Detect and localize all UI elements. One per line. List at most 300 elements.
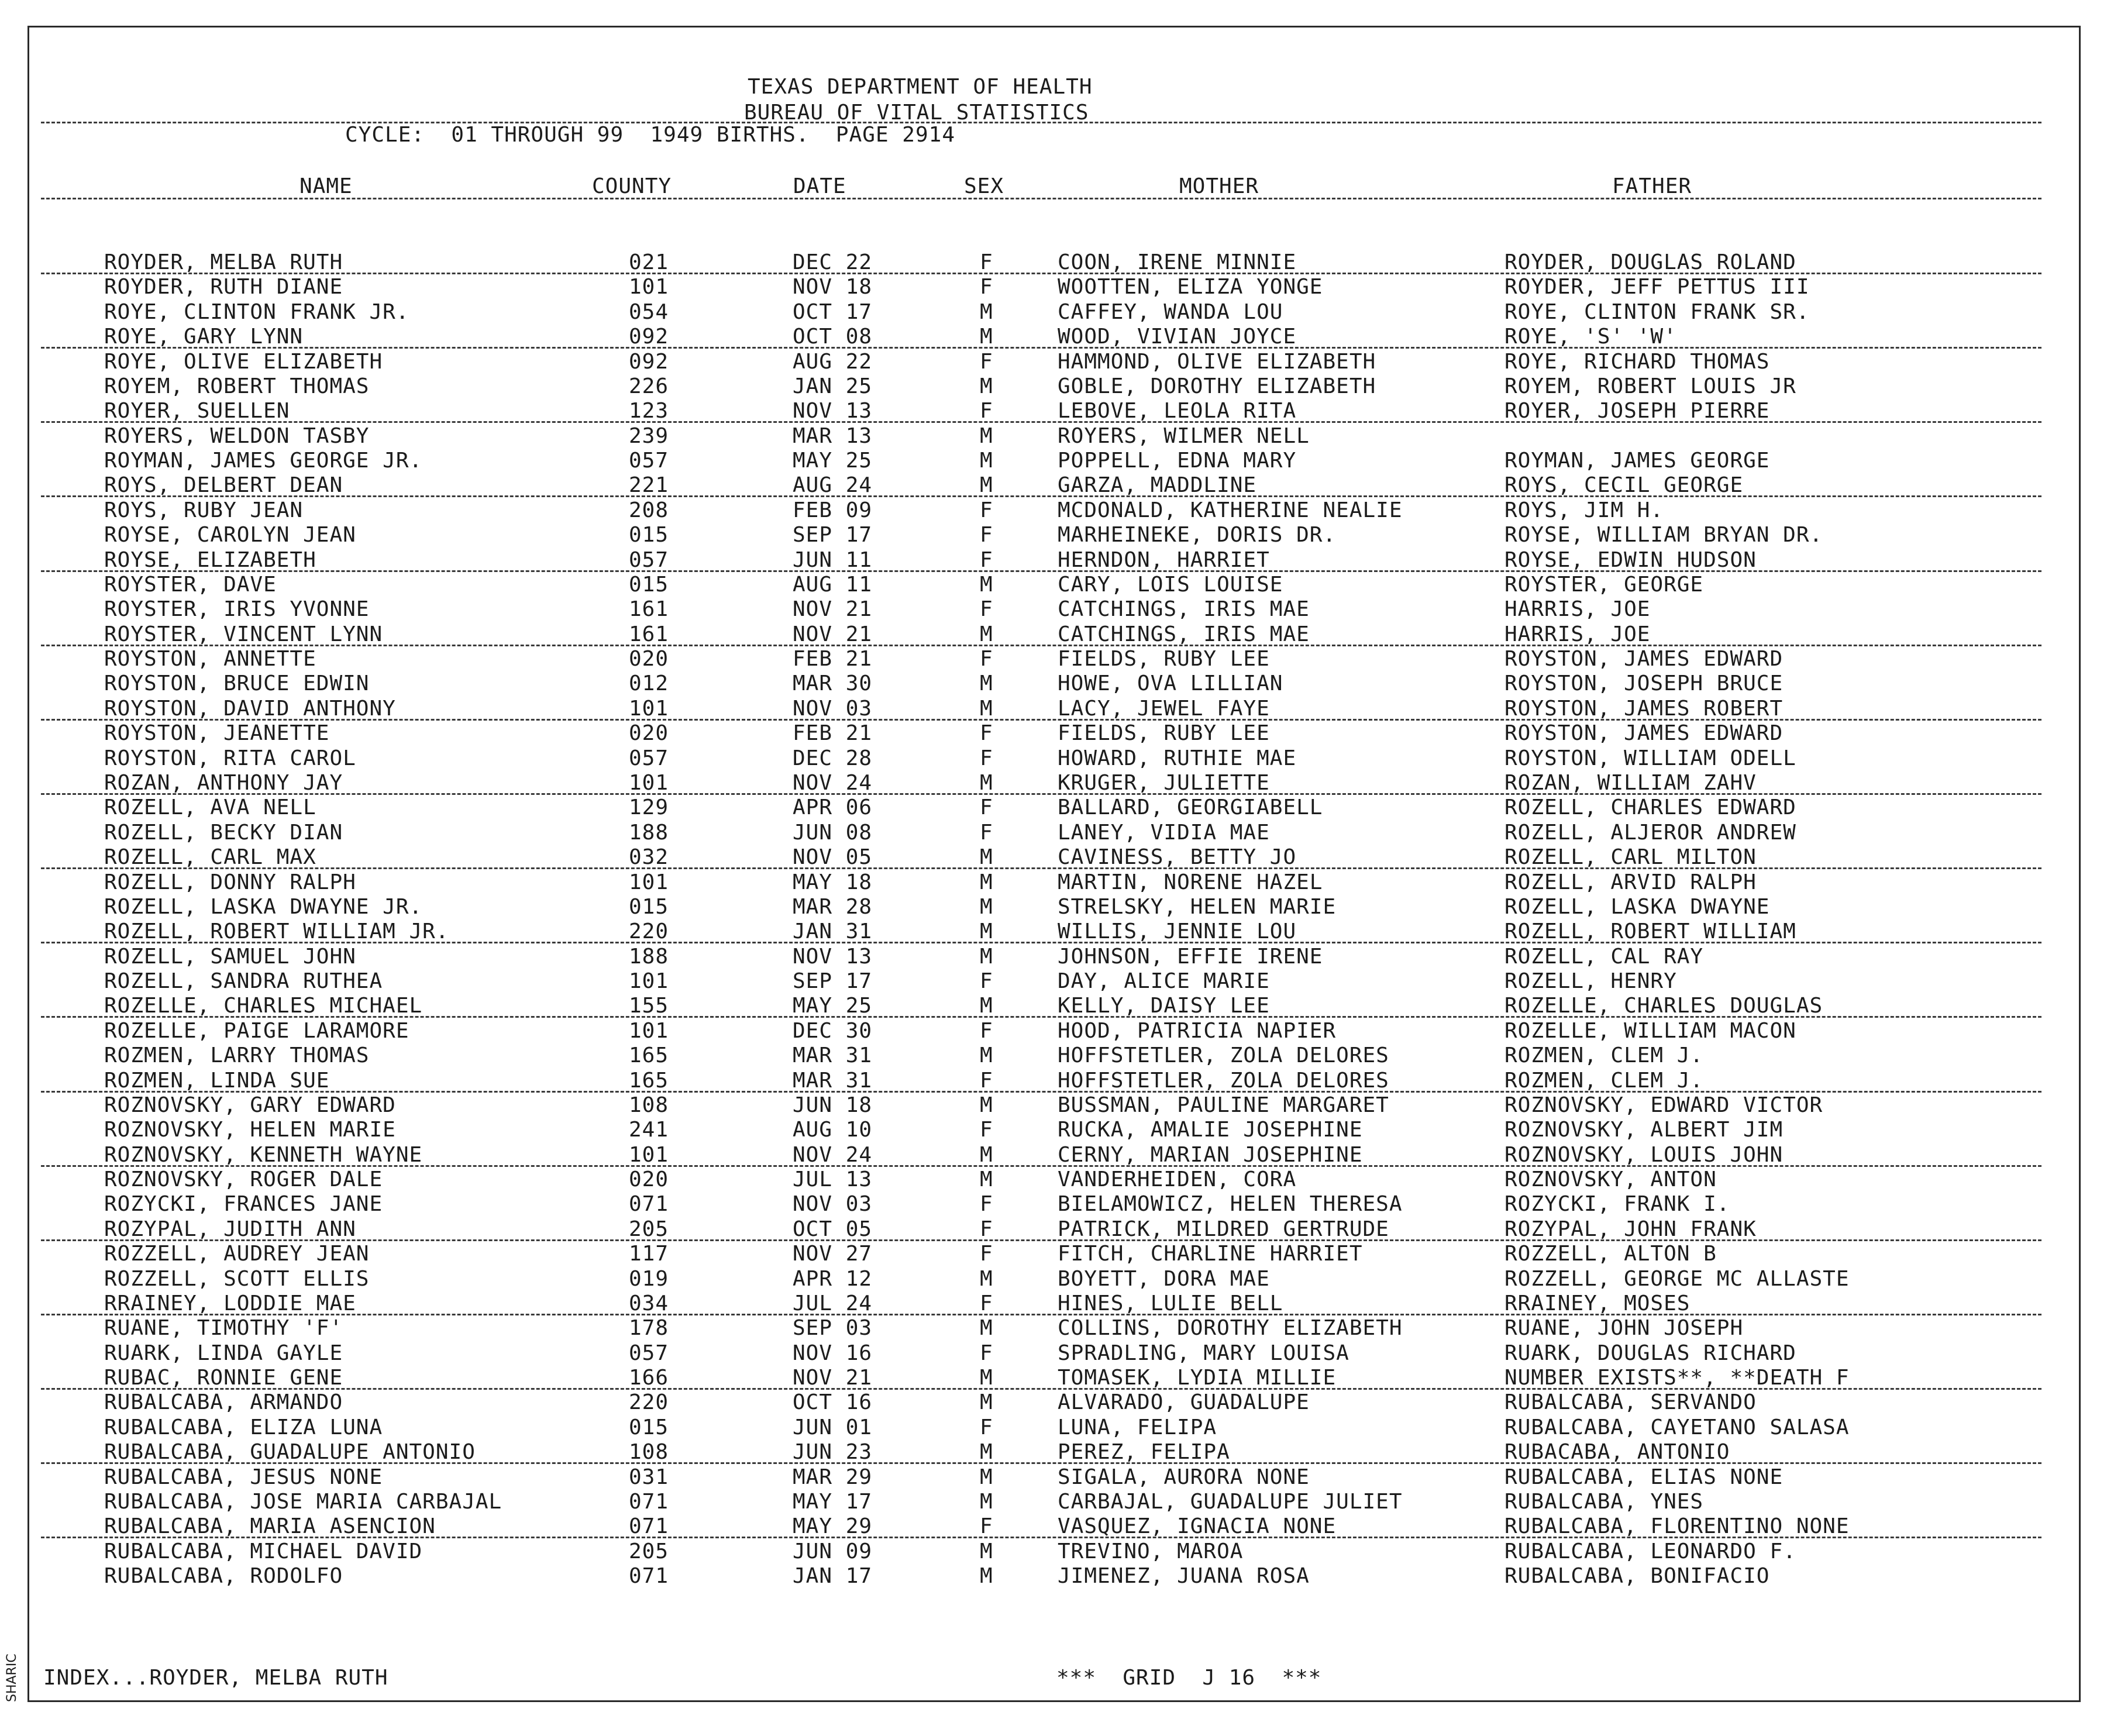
record-mother: FIELDS, RUBY LEE <box>1058 721 1270 745</box>
record-county: 221 <box>629 473 669 497</box>
record-father: ROYSTER, GEORGE <box>1504 573 1704 597</box>
record-father: RUBALCABA, BONIFACIO <box>1504 1564 1770 1588</box>
record-mother: COLLINS, DOROTHY ELIZABETH <box>1058 1316 1403 1340</box>
record-father: ROZNOVSKY, LOUIS JOHN <box>1504 1143 1784 1167</box>
record-sex: M <box>980 473 993 497</box>
record-sex: M <box>980 870 993 894</box>
record-sex: M <box>980 622 993 646</box>
table-row <box>0 1564 2107 1589</box>
record-date: NOV 24 <box>793 1143 873 1167</box>
record-sex: F <box>980 523 993 547</box>
record-sex: M <box>980 771 993 795</box>
record-sex: M <box>980 1366 993 1390</box>
record-county: 220 <box>629 919 669 943</box>
row-group-divider <box>41 495 2041 497</box>
record-county: 015 <box>629 1415 669 1439</box>
record-name: ROYERS, WELDON TASBY <box>104 424 370 448</box>
record-mother: DAY, ALICE MARIE <box>1058 969 1270 993</box>
record-mother: LUNA, FELIPA <box>1058 1415 1217 1439</box>
record-mother: BALLARD, GEORGIABELL <box>1058 795 1323 819</box>
record-mother: HOOD, PATRICIA NAPIER <box>1058 1019 1337 1043</box>
record-name: RUBALCABA, JESUS NONE <box>104 1465 383 1489</box>
record-sex: F <box>980 1415 993 1439</box>
record-county: 108 <box>629 1440 669 1464</box>
table-row <box>0 622 2107 647</box>
record-name: ROYE, CLINTON FRANK JR. <box>104 300 409 324</box>
record-father: ROYSTON, WILLIAM ODELL <box>1504 746 1796 770</box>
record-father: RRAINEY, MOSES <box>1504 1291 1691 1315</box>
record-county: 034 <box>629 1291 669 1315</box>
record-date: MAR 31 <box>793 1069 873 1093</box>
table-row <box>0 1440 2107 1465</box>
table-row <box>0 1069 2107 1093</box>
record-sex: M <box>980 1440 993 1464</box>
record-date: DEC 30 <box>793 1019 873 1043</box>
record-name: ROZNOVSKY, HELEN MARIE <box>104 1118 396 1142</box>
record-sex: F <box>980 721 993 745</box>
table-row <box>0 1217 2107 1242</box>
record-father: ROZELL, HENRY <box>1504 969 1677 993</box>
record-name: ROZZELL, SCOTT ELLIS <box>104 1267 370 1291</box>
record-sex: F <box>980 350 993 374</box>
table-row <box>0 721 2107 746</box>
record-county: 032 <box>629 845 669 869</box>
record-date: MAR 28 <box>793 895 873 919</box>
record-date: MAY 17 <box>793 1490 873 1514</box>
record-father: ROYSE, WILLIAM BRYAN DR. <box>1504 523 1823 547</box>
record-mother: BOYETT, DORA MAE <box>1058 1267 1270 1291</box>
header-divider <box>41 122 2041 123</box>
record-sex: F <box>980 548 993 572</box>
record-name: ROYSE, CAROLYN JEAN <box>104 523 356 547</box>
record-date: MAY 25 <box>793 449 873 473</box>
record-date: OCT 17 <box>793 300 873 324</box>
record-date: AUG 22 <box>793 350 873 374</box>
record-father: ROYS, CECIL GEORGE <box>1504 473 1744 497</box>
record-name: ROZELL, BECKY DIAN <box>104 821 343 845</box>
record-sex: M <box>980 919 993 943</box>
record-sex: F <box>980 969 993 993</box>
record-county: 092 <box>629 350 669 374</box>
row-group-divider <box>41 273 2041 274</box>
table-row <box>0 771 2107 795</box>
footer-index: INDEX...ROYDER, MELBA RUTH <box>43 1666 388 1690</box>
record-name: ROZYPAL, JUDITH ANN <box>104 1217 356 1241</box>
table-row <box>0 1539 2107 1564</box>
record-mother: ALVARADO, GUADALUPE <box>1058 1390 1310 1414</box>
record-mother: WOOD, VIVIAN JOYCE <box>1058 325 1297 349</box>
record-sex: M <box>980 573 993 597</box>
record-county: 239 <box>629 424 669 448</box>
record-father: ROYDER, DOUGLAS ROLAND <box>1504 250 1796 274</box>
record-father: HARRIS, JOE <box>1504 597 1651 621</box>
record-date: NOV 03 <box>793 697 873 721</box>
row-group-divider <box>41 1537 2041 1538</box>
record-name: RRAINEY, LODDIE MAE <box>104 1291 356 1315</box>
record-name: RUBALCABA, JOSE MARIA CARBAJAL <box>104 1490 502 1514</box>
record-name: ROZELL, CARL MAX <box>104 845 316 869</box>
table-row <box>0 1465 2107 1490</box>
record-county: 241 <box>629 1118 669 1142</box>
record-name: ROZYCKI, FRANCES JANE <box>104 1192 383 1216</box>
table-row <box>0 1043 2107 1068</box>
record-mother: RUCKA, AMALIE JOSEPHINE <box>1058 1118 1363 1142</box>
record-name: ROYMAN, JAMES GEORGE JR. <box>104 449 423 473</box>
record-name: ROYSTER, DAVE <box>104 573 277 597</box>
record-mother: PATRICK, MILDRED GERTRUDE <box>1058 1217 1389 1241</box>
record-county: 188 <box>629 945 669 969</box>
record-father: ROZNOVSKY, ALBERT JIM <box>1504 1118 1784 1142</box>
record-date: AUG 10 <box>793 1118 873 1142</box>
side-label-text: SHARIC <box>5 1654 19 1702</box>
record-father: ROYE, 'S' 'W' <box>1504 325 1677 349</box>
record-date: NOV 27 <box>793 1242 873 1266</box>
record-sex: M <box>980 424 993 448</box>
record-sex: F <box>980 821 993 845</box>
record-father: ROYEM, ROBERT LOUIS JR <box>1504 374 1796 398</box>
record-name: ROYS, DELBERT DEAN <box>104 473 343 497</box>
record-county: 021 <box>629 250 669 274</box>
record-sex: F <box>980 275 993 299</box>
record-sex: M <box>980 1564 993 1588</box>
record-sex: F <box>980 597 993 621</box>
record-mother: VASQUEZ, IGNACIA NONE <box>1058 1514 1337 1538</box>
record-father: ROZAN, WILLIAM ZAHV <box>1504 771 1757 795</box>
table-row <box>0 473 2107 498</box>
record-mother: FIELDS, RUBY LEE <box>1058 647 1270 671</box>
record-father: ROYE, RICHARD THOMAS <box>1504 350 1770 374</box>
record-sex: M <box>980 449 993 473</box>
record-date: MAR 29 <box>793 1465 873 1489</box>
table-row <box>0 1291 2107 1316</box>
record-county: 092 <box>629 325 669 349</box>
table-row <box>0 449 2107 473</box>
record-name: ROYSTER, VINCENT LYNN <box>104 622 383 646</box>
record-sex: F <box>980 1341 993 1365</box>
table-row <box>0 1415 2107 1440</box>
row-group-divider <box>41 1016 2041 1018</box>
record-father: ROYSTON, JOSEPH BRUCE <box>1504 671 1784 695</box>
record-date: OCT 08 <box>793 325 873 349</box>
record-father: ROZZELL, GEORGE MC ALLASTE <box>1504 1267 1850 1291</box>
record-mother: SIGALA, AURORA NONE <box>1058 1465 1310 1489</box>
record-name: ROZMEN, LARRY THOMAS <box>104 1043 370 1067</box>
table-row <box>0 325 2107 349</box>
record-sex: F <box>980 1019 993 1043</box>
record-date: MAR 30 <box>793 671 873 695</box>
record-date: MAR 31 <box>793 1043 873 1067</box>
record-date: NOV 24 <box>793 771 873 795</box>
table-row <box>0 895 2107 919</box>
record-county: 071 <box>629 1192 669 1216</box>
record-name: ROYSTON, JEANETTE <box>104 721 330 745</box>
record-date: NOV 16 <box>793 1341 873 1365</box>
record-county: 205 <box>629 1539 669 1563</box>
row-group-divider <box>41 421 2041 423</box>
record-name: ROZELLE, PAIGE LARAMORE <box>104 1019 409 1043</box>
record-date: JUN 18 <box>793 1093 873 1117</box>
table-row <box>0 746 2107 771</box>
record-name: RUBALCABA, MARIA ASENCION <box>104 1514 436 1538</box>
row-group-divider <box>41 1388 2041 1390</box>
record-name: ROZMEN, LINDA SUE <box>104 1069 330 1093</box>
record-name: ROYS, RUBY JEAN <box>104 498 304 522</box>
record-date: MAY 29 <box>793 1514 873 1538</box>
record-mother: LEBOVE, LEOLA RITA <box>1058 399 1297 423</box>
table-row <box>0 1514 2107 1539</box>
record-father: ROZELL, ROBERT WILLIAM <box>1504 919 1796 943</box>
record-county: 020 <box>629 1167 669 1191</box>
record-county: 165 <box>629 1043 669 1067</box>
table-row <box>0 1341 2107 1366</box>
table-row <box>0 1267 2107 1291</box>
record-mother: WILLIS, JENNIE LOU <box>1058 919 1297 943</box>
record-date: OCT 16 <box>793 1390 873 1414</box>
table-row <box>0 671 2107 696</box>
record-mother: POPPELL, EDNA MARY <box>1058 449 1297 473</box>
record-name: ROYER, SUELLEN <box>104 399 290 423</box>
record-name: ROYSTON, ANNETTE <box>104 647 316 671</box>
record-name: ROYSTON, DAVID ANTHONY <box>104 697 396 721</box>
table-row <box>0 795 2107 820</box>
table-row <box>0 1093 2107 1118</box>
record-date: NOV 03 <box>793 1192 873 1216</box>
table-row <box>0 1242 2107 1266</box>
record-county: 101 <box>629 1143 669 1167</box>
record-mother: HINES, LULIE BELL <box>1058 1291 1283 1315</box>
record-date: JAN 17 <box>793 1564 873 1588</box>
record-name: ROZAN, ANTHONY JAY <box>104 771 343 795</box>
column-headers <box>0 174 2107 199</box>
record-father: HARRIS, JOE <box>1504 622 1651 646</box>
record-county: 161 <box>629 622 669 646</box>
record-date: APR 12 <box>793 1267 873 1291</box>
record-name: ROZZELL, AUDREY JEAN <box>104 1242 370 1266</box>
record-mother: TREVINO, MAROA <box>1058 1539 1244 1563</box>
record-mother: CAFFEY, WANDA LOU <box>1058 300 1283 324</box>
record-sex: F <box>980 1069 993 1093</box>
record-name: ROZNOVSKY, ROGER DALE <box>104 1167 383 1191</box>
record-date: JUN 01 <box>793 1415 873 1439</box>
record-father: ROYSTON, JAMES EDWARD <box>1504 647 1784 671</box>
record-name: RUARK, LINDA GAYLE <box>104 1341 343 1365</box>
record-father: ROYS, JIM H. <box>1504 498 1664 522</box>
record-father: ROZYPAL, JOHN FRANK <box>1504 1217 1757 1241</box>
col-sex: SEX <box>964 174 1004 198</box>
record-mother: MARTIN, NORENE HAZEL <box>1058 870 1323 894</box>
row-group-divider <box>41 645 2041 646</box>
record-sex: F <box>980 1192 993 1216</box>
record-sex: F <box>980 1514 993 1538</box>
record-father: ROYER, JOSEPH PIERRE <box>1504 399 1770 423</box>
record-father: RUBACABA, ANTONIO <box>1504 1440 1730 1464</box>
table-row <box>0 300 2107 325</box>
record-name: RUBALCABA, GUADALUPE ANTONIO <box>104 1440 476 1464</box>
header-line1: TEXAS DEPARTMENT OF HEALTH <box>748 75 1093 99</box>
table-row <box>0 573 2107 597</box>
record-mother: CAVINESS, BETTY JO <box>1058 845 1297 869</box>
record-mother: KRUGER, JULIETTE <box>1058 771 1270 795</box>
record-sex: F <box>980 1118 993 1142</box>
header-line2: BUREAU OF VITAL STATISTICS <box>744 101 1089 125</box>
record-date: FEB 21 <box>793 647 873 671</box>
table-row <box>0 250 2107 275</box>
record-county: 071 <box>629 1490 669 1514</box>
record-father: ROZNOVSKY, EDWARD VICTOR <box>1504 1093 1823 1117</box>
record-county: 165 <box>629 1069 669 1093</box>
record-county: 101 <box>629 1019 669 1043</box>
record-mother: HOWE, OVA LILLIAN <box>1058 671 1283 695</box>
header-cycle: CYCLE: 01 THROUGH 99 1949 BIRTHS. PAGE 2914 <box>345 123 955 147</box>
record-county: 178 <box>629 1316 669 1340</box>
record-mother: FITCH, CHARLINE HARRIET <box>1058 1242 1363 1266</box>
record-sex: M <box>980 845 993 869</box>
record-father: ROYE, CLINTON FRANK SR. <box>1504 300 1810 324</box>
record-mother: HERNDON, HARRIET <box>1058 548 1270 572</box>
record-county: 020 <box>629 647 669 671</box>
record-name: ROZELLE, CHARLES MICHAEL <box>104 994 423 1018</box>
record-father: ROZELL, CARL MILTON <box>1504 845 1757 869</box>
record-name: ROZNOVSKY, GARY EDWARD <box>104 1093 396 1117</box>
table-row <box>0 350 2107 374</box>
record-date: NOV 21 <box>793 1366 873 1390</box>
record-father: RUBALCABA, SERVANDO <box>1504 1390 1757 1414</box>
record-name: RUBALCABA, RODOLFO <box>104 1564 343 1588</box>
table-row <box>0 1390 2107 1415</box>
record-name: ROYSTON, BRUCE EDWIN <box>104 671 370 695</box>
record-sex: M <box>980 1143 993 1167</box>
col-date: DATE <box>793 174 846 198</box>
record-sex: F <box>980 1291 993 1315</box>
record-mother: SPRADLING, MARY LOUISA <box>1058 1341 1349 1365</box>
record-name: ROZELL, SANDRA RUTHEA <box>104 969 383 993</box>
record-county: 226 <box>629 374 669 398</box>
record-county: 019 <box>629 1267 669 1291</box>
record-father: ROZELL, CAL RAY <box>1504 945 1704 969</box>
record-sex: M <box>980 1167 993 1191</box>
record-sex: F <box>980 746 993 770</box>
record-mother: STRELSKY, HELEN MARIE <box>1058 895 1337 919</box>
table-row <box>0 1490 2107 1514</box>
record-county: 054 <box>629 300 669 324</box>
table-row <box>0 870 2107 895</box>
record-name: RUBALCABA, ELIZA LUNA <box>104 1415 383 1439</box>
record-date: SEP 03 <box>793 1316 873 1340</box>
table-row <box>0 1192 2107 1217</box>
record-date: NOV 13 <box>793 399 873 423</box>
record-date: JUL 13 <box>793 1167 873 1191</box>
record-mother: COON, IRENE MINNIE <box>1058 250 1297 274</box>
record-sex: M <box>980 671 993 695</box>
record-county: 123 <box>629 399 669 423</box>
record-county: 208 <box>629 498 669 522</box>
record-date: JUN 09 <box>793 1539 873 1563</box>
record-county: 108 <box>629 1093 669 1117</box>
record-father: ROZMEN, CLEM J. <box>1504 1043 1704 1067</box>
record-county: 220 <box>629 1390 669 1414</box>
record-date: SEP 17 <box>793 523 873 547</box>
record-county: 155 <box>629 994 669 1018</box>
record-date: APR 06 <box>793 795 873 819</box>
record-sex: M <box>980 994 993 1018</box>
table-row <box>0 275 2107 299</box>
record-county: 161 <box>629 597 669 621</box>
record-date: JUN 08 <box>793 821 873 845</box>
footer-grid: *** GRID J 16 *** <box>1056 1666 1322 1690</box>
record-name: ROZELL, ROBERT WILLIAM JR. <box>104 919 449 943</box>
record-father: ROYDER, JEFF PETTUS III <box>1504 275 1810 299</box>
table-row <box>0 424 2107 449</box>
record-date: NOV 18 <box>793 275 873 299</box>
table-row <box>0 548 2107 573</box>
record-father: ROZNOVSKY, ANTON <box>1504 1167 1717 1191</box>
record-sex: M <box>980 300 993 324</box>
record-date: JUN 11 <box>793 548 873 572</box>
record-mother: HAMMOND, OLIVE ELIZABETH <box>1058 350 1376 374</box>
record-date: AUG 11 <box>793 573 873 597</box>
col-mother: MOTHER <box>1179 174 1259 198</box>
record-father: ROZELLE, CHARLES DOUGLAS <box>1504 994 1823 1018</box>
record-father: NUMBER EXISTS**, **DEATH F <box>1504 1366 1850 1390</box>
table-row <box>0 697 2107 721</box>
record-father: RUARK, DOUGLAS RICHARD <box>1504 1341 1796 1365</box>
record-mother: CARY, LOIS LOUISE <box>1058 573 1283 597</box>
record-sex: M <box>980 895 993 919</box>
record-name: ROYE, OLIVE ELIZABETH <box>104 350 383 374</box>
record-name: ROYEM, ROBERT THOMAS <box>104 374 370 398</box>
record-date: JAN 25 <box>793 374 873 398</box>
record-county: 031 <box>629 1465 669 1489</box>
record-date: NOV 05 <box>793 845 873 869</box>
record-father: ROYMAN, JAMES GEORGE <box>1504 449 1770 473</box>
record-sex: M <box>980 945 993 969</box>
col-father: FATHER <box>1612 174 1692 198</box>
record-county: 015 <box>629 573 669 597</box>
record-county: 188 <box>629 821 669 845</box>
record-name: ROYSTER, IRIS YVONNE <box>104 597 370 621</box>
table-row <box>0 1167 2107 1192</box>
record-sex: M <box>980 1267 993 1291</box>
record-mother: HOFFSTETLER, ZOLA DELORES <box>1058 1043 1389 1067</box>
record-mother: CARBAJAL, GUADALUPE JULIET <box>1058 1490 1403 1514</box>
record-mother: HOFFSTETLER, ZOLA DELORES <box>1058 1069 1389 1093</box>
record-date: SEP 17 <box>793 969 873 993</box>
record-sex: M <box>980 1539 993 1563</box>
record-date: OCT 05 <box>793 1217 873 1241</box>
record-date: MAR 13 <box>793 424 873 448</box>
record-father: ROZYCKI, FRANK I. <box>1504 1192 1730 1216</box>
record-county: 205 <box>629 1217 669 1241</box>
record-father: RUBALCABA, FLORENTINO NONE <box>1504 1514 1850 1538</box>
record-father: ROZMEN, CLEM J. <box>1504 1069 1704 1093</box>
record-county: 020 <box>629 721 669 745</box>
record-father: ROZELL, ARVID RALPH <box>1504 870 1757 894</box>
table-row <box>0 399 2107 423</box>
record-date: JAN 31 <box>793 919 873 943</box>
record-date: JUN 23 <box>793 1440 873 1464</box>
record-date: MAY 25 <box>793 994 873 1018</box>
table-row <box>0 845 2107 870</box>
record-name: RUBAC, RONNIE GENE <box>104 1366 343 1390</box>
record-father: RUBALCABA, LEONARDO F. <box>1504 1539 1796 1563</box>
row-group-divider <box>41 1239 2041 1241</box>
record-date: JUL 24 <box>793 1291 873 1315</box>
record-mother: CERNY, MARIAN JOSEPHINE <box>1058 1143 1363 1167</box>
column-header-divider <box>41 198 2041 199</box>
record-father: RUBALCABA, CAYETANO SALASA <box>1504 1415 1850 1439</box>
side-label <box>1 1649 22 1702</box>
record-father: ROZELL, ALJEROR ANDREW <box>1504 821 1796 845</box>
